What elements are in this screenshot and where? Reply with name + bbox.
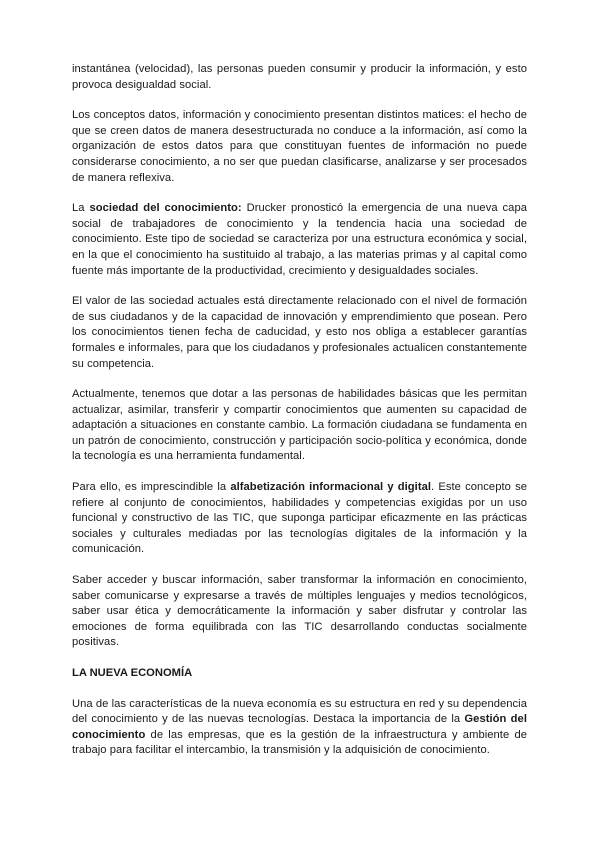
paragraph bbox=[72, 480, 527, 558]
section-heading bbox=[72, 666, 527, 682]
paragraph bbox=[72, 62, 527, 93]
text-run: Una de las características de la nueva economía es su estructura en red y su dependencia del conocimiento y de las nuevas tecnologías. Destaca la importancia de la bbox=[72, 697, 527, 726]
text-run: Para ello, es imprescindible la bbox=[72, 481, 231, 494]
bold-text: LA NUEVA ECONOMÍA bbox=[72, 667, 193, 679]
text-run: Los conceptos datos, información y conocimiento presentan distintos matices: el hecho de que se creen datos de manera desestructurada no conduce a la información, así como la organización de estos datos para que constituyan fuentes de información no puede considerarse conocimiento, a no ser que puedan clasificarse, analizarse y ser procesados de manera reflexiva. bbox=[72, 109, 527, 184]
text-run: Saber acceder y buscar información, saber transformar la información en conocimiento, saber comunicarse y expresarse a través de múltiples lenguajes y medios tecnológicos, saber usar ética y democráticamente la información y saber disfrutar y controlar las emociones de forma equilibrada con las TIC desarrollando conductas socialmente positivas. bbox=[72, 574, 527, 649]
text-run: de las empresas, que es la gestión de la infraestructura y ambiente de trabajo para facilitar el intercambio, la transmisión y la adquisición de conocimiento. bbox=[72, 728, 527, 757]
bold-text: sociedad del conocimiento: bbox=[89, 202, 242, 215]
text-run: El valor de las sociedad actuales está directamente relacionado con el nivel de formación de sus ciudadanos y de la capacidad de innovación y emprendimiento que posean. Pero los conocimientos tienen fecha de caducidad, y esto nos obliga a establecer garantías formales e informales, para que los ciudadanos y profesionales actualicen constantemente su competencia. bbox=[72, 295, 527, 370]
text-run: Actualmente, tenemos que dotar a las personas de habilidades básicas que les permitan actualizar, asimilar, transferir y compartir conocimientos que aumenten su capacidad de adaptación a situaciones en constante cambio. La formación ciudadana se fundamenta en un patrón de conocimiento, construcción y participación socio-política y económica, donde la tecnología es una herramienta fundamental. bbox=[72, 388, 527, 463]
paragraph bbox=[72, 108, 527, 186]
paragraph bbox=[72, 387, 527, 465]
text-run: Drucker pronosticó la emergencia de una nueva capa social de trabajadores de conocimiento y la tendencia hacia una sociedad de conocimiento. Este tipo de sociedad se caracteriza por una estructura económica y social, en la que el conocimiento ha sustituido al trabajo, a las materias primas y al capital como fuente más importante de la productividad, crecimiento y desigualdades sociales. bbox=[72, 202, 528, 277]
paragraph bbox=[72, 573, 527, 651]
paragraph bbox=[72, 201, 527, 279]
document-body bbox=[72, 62, 527, 759]
bold-text: alfabetización informacional y digital bbox=[230, 481, 432, 494]
bold-text: Gestión del conocimiento bbox=[72, 713, 527, 741]
text-run: La bbox=[72, 202, 90, 215]
paragraph bbox=[72, 294, 527, 372]
text-run: instantánea (velocidad), las personas pueden consumir y producir la información, y esto provoca desigualdad social. bbox=[72, 63, 527, 91]
text-run: . Este concepto se refiere al conjunto de conocimientos, habilidades y competencias exigidas por un uso funcional y constructivo de las TIC, que suponga participar eficazmente en las prácticas sociales y culturales mediadas por las tecnologías digitales de la información y la comunicación. bbox=[72, 481, 527, 556]
paragraph bbox=[72, 697, 527, 759]
